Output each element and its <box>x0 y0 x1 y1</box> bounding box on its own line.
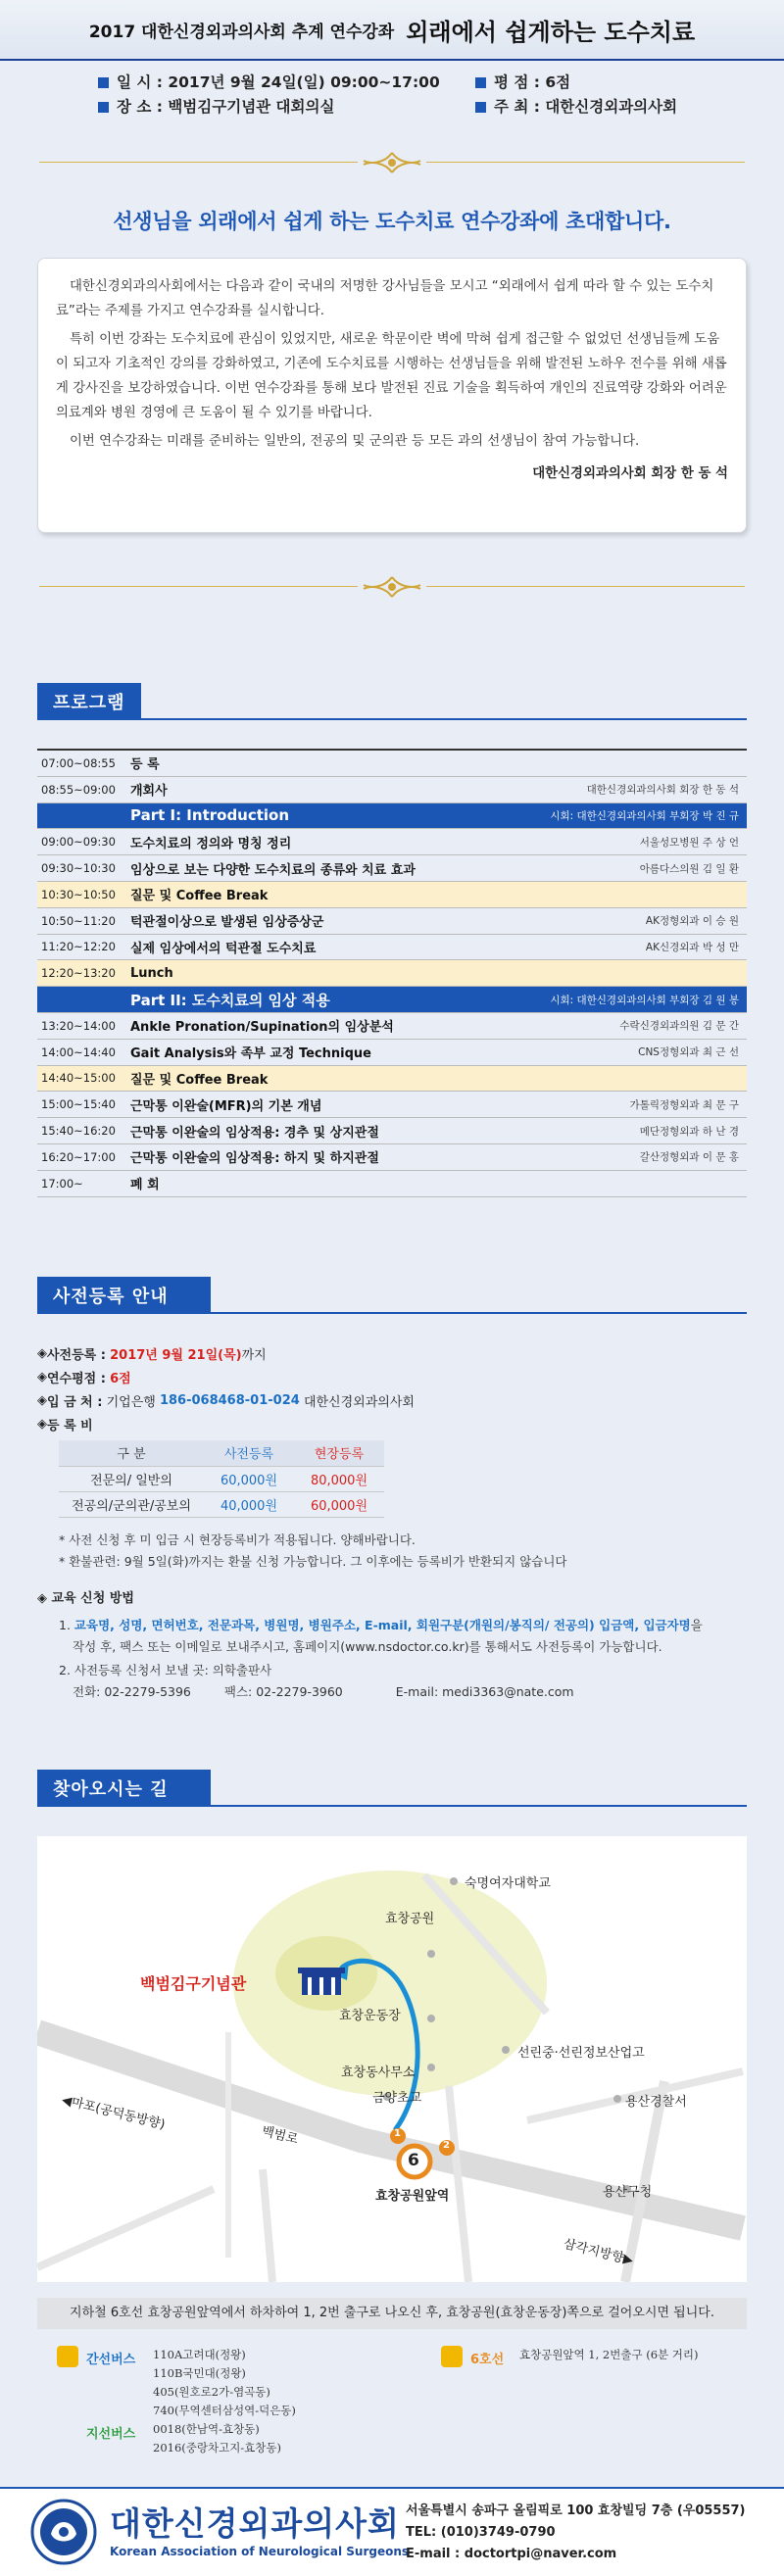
program-heading: 프로그램 <box>37 683 141 718</box>
program-part-header <box>37 987 747 1013</box>
fee-category: 전문의/ 일반의 <box>59 1466 204 1491</box>
subway-detail: 효창공원앞역 1, 2번출구 (6분 거리) <box>519 2348 699 2361</box>
points-label: 연수평점 : <box>47 1371 106 1386</box>
program-time: 11:20~12:20 <box>41 940 116 954</box>
program-subject: 턱관절이상으로 발생된 임상증상군 <box>130 915 324 931</box>
title-small: 2017 대한신경외과의사회 추계 연수강좌 <box>88 22 395 42</box>
apply-line2: 작성 후, 팩스 또는 이메일로 보내주시고, 홈페이지(www.nsdoctor.co.kr)를 통해서도 사전등록이 가능합니다. <box>73 1639 662 1654</box>
program-row <box>37 935 747 961</box>
program-speaker: 갈산정형외과 이 문 홍 <box>639 1151 739 1164</box>
footer-address: 서울특별시 송파구 올림픽로 100 효창빌딩 7층 (우05557) <box>406 2503 746 2518</box>
program-subject: Part II: 도수치료의 임상 적용 <box>130 991 330 1009</box>
section-underline <box>37 718 747 720</box>
map-label-venue: 백범김구기념관 <box>140 1974 247 1993</box>
deadline-value: 2017년 9월 21일(목) <box>110 1347 242 1363</box>
points-value: 6점 <box>110 1371 131 1386</box>
apply2-line1: 2. 사전등록 신청서 보낼 곳: 의학출판사 <box>59 1663 272 1677</box>
account-bank: 기업은행 <box>106 1394 156 1410</box>
program-subject: 실제 임상에서의 턱관절 도수치료 <box>130 941 317 956</box>
program-speaker: 가톨릭정형외과 최 문 구 <box>629 1098 739 1111</box>
program-row <box>37 1040 747 1066</box>
subway-note: 지하철 6호선 효창공원앞역에서 하차하여 1, 2번 출구로 나오신 후, 효창공원(효창운동장)쪽으로 걸어오시면 됩니다. <box>37 2298 747 2329</box>
program-time: 16:20~17:00 <box>41 1149 116 1164</box>
section-underline <box>37 1805 747 1807</box>
deadline-suffix: 까지 <box>241 1347 267 1363</box>
program-subject: Gait Analysis와 족부 교정 Technique <box>130 1046 371 1062</box>
program-row <box>37 777 747 803</box>
program-part-header <box>37 803 747 830</box>
bus-main-lines <box>153 2346 296 2420</box>
program-speaker: 서울성모병원 주 상 언 <box>639 836 739 849</box>
bus-line: 2016(중랑차고지-효창동) <box>153 2441 281 2454</box>
program-subject: Part I: Introduction <box>130 806 290 825</box>
footer <box>0 2487 784 2576</box>
program-subject: Lunch <box>130 965 173 981</box>
apply-label: 교육 신청 방법 <box>51 1591 134 1606</box>
map-label-stadium: 효창운동장 <box>339 2009 401 2023</box>
headline: 선생님을 외래에서 쉽게 하는 도수치료 연수강좌에 초대합니다. <box>113 210 671 233</box>
footer-tel: TEL: (010)3749-0790 <box>406 2525 556 2540</box>
program-speaker: 메단정형외과 하 난 경 <box>639 1125 739 1138</box>
bus-main-label: 간선버스 <box>86 2353 136 2367</box>
map-label-road3: 삼각지방향▶ <box>562 2236 635 2269</box>
event-venue: 장 소 : 백범김구기념관 대회의실 <box>117 97 335 116</box>
program-speaker: CNS정형외과 최 근 선 <box>638 1046 739 1059</box>
program-row <box>37 1066 747 1093</box>
bus-line: 110A고려대(정왕) <box>153 2348 246 2361</box>
program-speaker: AK신경외과 박 성 만 <box>645 941 739 953</box>
bullet-square-icon <box>98 102 109 113</box>
bullet-square-icon <box>475 77 486 88</box>
map-label-high: 선린중·선린정보산업고 <box>517 2046 645 2061</box>
program-row <box>37 882 747 908</box>
program-row <box>37 960 747 987</box>
footer-org-en: Korean Association of Neurological Surgeons <box>110 2545 410 2558</box>
intro-paragraph: 대한신경외과의사회에서는 다음과 같이 국내의 저명한 강사님들을 모시고 “외래에서 쉽게 따라 할 수 있는 도수치료”라는 주제를 가지고 연수강좌를 실시합니다. <box>56 279 714 318</box>
apply2-email: E-mail: medi3363@nate.com <box>395 1684 574 1699</box>
program-row <box>37 1144 747 1171</box>
bus-line: 0018(한남역-효창동) <box>153 2422 260 2436</box>
ornament-icon <box>358 573 426 601</box>
bus-line: 740(무역센터삼성역-덕은동) <box>153 2404 296 2417</box>
account-number: 186-068468-01-024 <box>159 1392 300 1408</box>
program-time: 15:40~16:20 <box>41 1124 116 1139</box>
event-host: 주 최 : 대한신경외과의사회 <box>494 97 678 116</box>
fee-pre: 40,000원 <box>204 1491 294 1517</box>
fee-table <box>59 1440 384 1518</box>
program-subject: Ankle Pronation/Supination의 임상분석 <box>130 1020 394 1036</box>
map-label-police: 용산경찰서 <box>625 2095 687 2110</box>
subway-label: 6호선 <box>470 2353 505 2367</box>
ornament-icon <box>358 149 426 176</box>
event-points: 평 점 : 6점 <box>494 73 571 91</box>
apply-fields: 교육명, 성명, 면허번호, 전문과목, 병원명, 병원주소, E-mail, 회원구분(개원의/봉직의/ 전공의) 입금액, 입금자명 <box>74 1618 691 1632</box>
exit-1-label: 1 <box>394 2128 401 2139</box>
intro-paragraph: 이번 연수강좌는 미래를 준비하는 일반의, 전공의 및 군의관 등 모든 과의 선생님이 참여 가능합니다. <box>70 434 640 449</box>
bus-line: 110B국민대(정왕) <box>153 2366 246 2380</box>
bus-line: 405(원호로2가-염곡동) <box>153 2385 270 2399</box>
program-subject: 등 록 <box>130 757 160 773</box>
intro-box <box>37 258 747 533</box>
account-holder: 대한신경외과의사회 <box>303 1394 415 1410</box>
program-row <box>37 1118 747 1144</box>
intro-paragraph: 특히 이번 강좌는 도수치료에 관심이 있었지만, 새로운 학문이란 벽에 막혀 쉽게 접근할 수 없었던 선생님들께 도움이 되고자 기초적인 강의를 강화하였고, 기존에 도수치료를 시행하는 선생님들을 위해 발전된 노하우 전수를 위해 새롭게 강사진을 보강하였습니다. 이번 연수강좌를 통해 보다 발전된 진료 기술을 획득하여 개인의 진료역량 강화와 어려운 의료계와 병원 경영에 큰 도움이 될 수 있기를 바랍니다. <box>56 332 727 420</box>
program-time: 10:50~11:20 <box>41 913 116 928</box>
program-subject: 질문 및 Coffee Break <box>130 1072 269 1088</box>
fee-label: 등 록 비 <box>47 1418 93 1434</box>
registration-heading: 사전등록 안내 <box>37 1277 211 1312</box>
map-label-univ: 숙명여자대학교 <box>465 1876 551 1891</box>
note: * 사전 신청 후 미 입금 시 현장등록비가 적용됩니다. 양해바랍니다. <box>59 1532 416 1547</box>
map-label-office: 효창동사무소 <box>341 2066 416 2080</box>
footer-contact <box>406 2501 746 2565</box>
program-row <box>37 1171 747 1197</box>
program-row <box>37 751 747 777</box>
title-large: 외래에서 쉽게하는 도수치료 <box>406 18 696 46</box>
program-speaker: 수락신경외과의원 김 문 간 <box>619 1020 739 1033</box>
account-label: 입 금 처 : <box>47 1394 103 1410</box>
program-subject: 개회사 <box>130 784 168 800</box>
fee-onsite: 80,000원 <box>294 1466 384 1491</box>
map-label-road1: ◀마포(공덕동방향) <box>60 2092 167 2133</box>
program-speaker: 대한신경외과의사회 회장 한 동 석 <box>586 784 739 797</box>
program-time: 07:00~08:55 <box>41 755 116 770</box>
registration-info: ◈ 사전등록 : 2017년 9월 21일(목) 까지 ◈ 연수평점 : 6점 ◈ 입 금 처 : 기업은행 186-068468-01-024 대한신경외과의사회 ◈ 등 록 비 <box>37 1345 415 1434</box>
apply2-fax: 팩스: 02-2279-3960 <box>223 1684 343 1699</box>
program-time: 14:00~14:40 <box>41 1045 116 1059</box>
fee-pre: 60,000원 <box>204 1466 294 1491</box>
fee-category: 전공의/군의관/공보의 <box>59 1491 204 1517</box>
program-speaker: 시회: 대한신경외과의사회 부회장 박 진 규 <box>550 809 739 822</box>
program-time: 13:20~14:00 <box>41 1018 116 1033</box>
program-subject: 도수치료의 정의와 명칭 정리 <box>130 836 292 851</box>
bullet-square-icon <box>475 102 486 113</box>
directions-heading: 찾아오시는 길 <box>37 1770 211 1805</box>
section-underline <box>37 1312 747 1314</box>
program-speaker: 시회: 대한신경외과의사회 부회장 김 원 봉 <box>550 994 739 1006</box>
map-label-park: 효창공원 <box>385 1912 435 1926</box>
apply-number: 1. <box>59 1618 71 1632</box>
deadline-label: 사전등록 : <box>47 1347 106 1363</box>
apply-suffix: 을 <box>690 1618 703 1632</box>
fee-onsite: 60,000원 <box>294 1491 384 1517</box>
program-time: 09:00~09:30 <box>41 835 116 850</box>
program-row <box>37 1013 747 1040</box>
program-time: 17:00~ <box>41 1176 83 1191</box>
program-time: 10:30~10:50 <box>41 887 116 901</box>
program-time: 15:00~15:40 <box>41 1097 116 1112</box>
program-speaker: 아름다스의원 김 일 환 <box>639 862 739 875</box>
program-subject: 임상으로 보는 다양한 도수치료의 종류와 치료 효과 <box>130 862 416 878</box>
note: * 환불관련: 9월 5일(화)까지는 환불 신청 가능합니다. 그 이후에는 등록비가 반환되지 않습니다 <box>59 1554 567 1569</box>
program-subject: 질문 및 Coffee Break <box>130 889 269 904</box>
title-bar <box>0 0 784 61</box>
program-subject: 근막통 이완술의 임상적용: 하지 및 하지관절 <box>130 1151 379 1167</box>
program-row <box>37 829 747 855</box>
program-row <box>37 908 747 935</box>
map-label-road2: 백범로 <box>260 2123 300 2148</box>
program-speaker: AK정형외과 이 승 원 <box>645 915 739 928</box>
map-label-station: 효창공원앞역 <box>375 2189 450 2204</box>
program-time: 12:20~13:20 <box>41 966 116 981</box>
program-row <box>37 855 747 882</box>
logo-icon <box>29 2497 98 2567</box>
map-label-school: 금양초교 <box>372 2091 422 2106</box>
bus-branch-label: 지선버스 <box>86 2427 136 2442</box>
program-subject: 근막통 이완술(MFR)의 기본 개념 <box>130 1098 322 1114</box>
fee-header: 구 분 <box>59 1440 204 1466</box>
program-time: 14:40~15:00 <box>41 1071 116 1086</box>
exit-2-label: 2 <box>443 2140 450 2151</box>
event-info <box>0 65 784 122</box>
transit-info <box>37 2342 747 2479</box>
location-map[interactable] <box>37 1836 747 2282</box>
signature: 대한신경외과의사회 회장 한 동 석 <box>532 466 728 481</box>
program-subject: 근막통 이완술의 임상적용: 경추 및 상지관절 <box>130 1125 379 1141</box>
footer-org: 대한신경외과의사회 <box>110 2504 400 2543</box>
event-date: 일 시 : 2017년 9월 24일(일) 09:00~17:00 <box>117 73 440 91</box>
program-table <box>37 749 747 1197</box>
map-label-gu: 용산구청 <box>603 2185 653 2200</box>
fee-header: 사전등록 <box>204 1440 294 1466</box>
subway-icon <box>441 2346 463 2367</box>
program-subject: 폐 회 <box>130 1178 160 1193</box>
program-time: 08:55~09:00 <box>41 782 116 797</box>
subway-line-badge: 6 <box>408 2151 419 2170</box>
fee-header: 현장등록 <box>294 1440 384 1466</box>
program-time: 09:30~10:30 <box>41 861 116 876</box>
apply2-phone: 전화: 02-2279-5396 <box>73 1684 191 1699</box>
bullet-square-icon <box>98 77 109 88</box>
program-row <box>37 1092 747 1118</box>
bus-branch-lines <box>153 2420 281 2457</box>
footer-email: E-mail : doctortpi@naver.com <box>406 2547 617 2561</box>
bus-icon <box>57 2346 78 2367</box>
